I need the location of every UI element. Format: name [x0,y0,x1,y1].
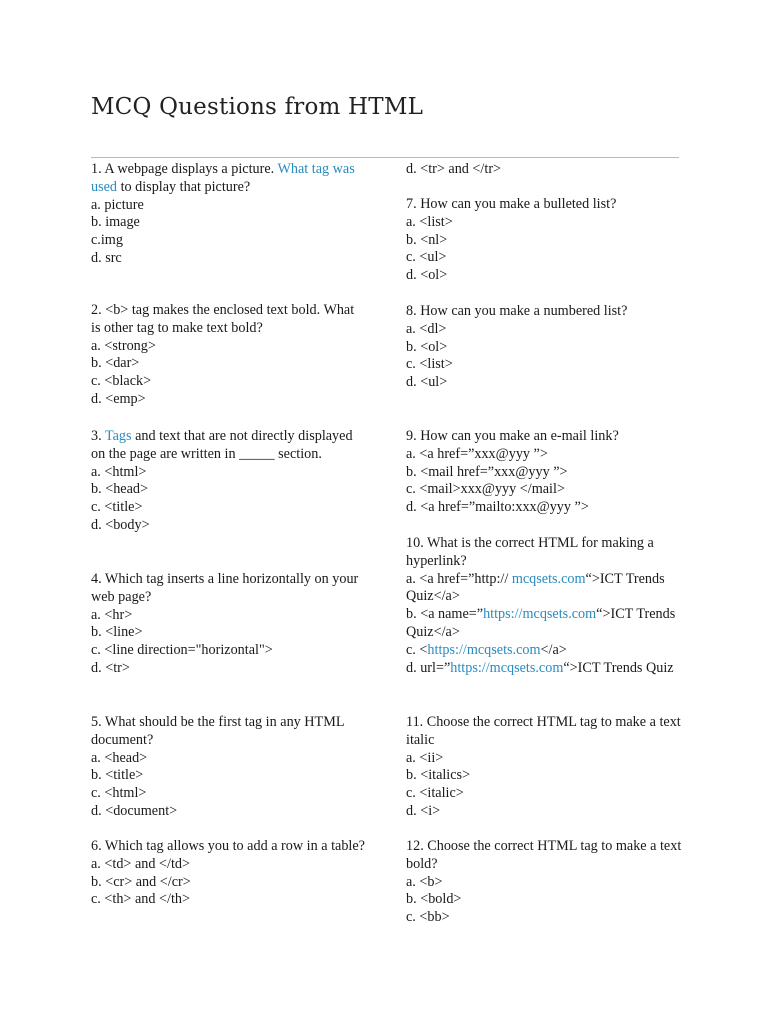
answer-option [406,339,688,357]
hyperlink[interactable]: https://mcqsets.com [450,659,564,676]
text-run: 4. Which tag inserts a line horizontally on your web page? [91,571,359,605]
text-run: a. <hr> [91,606,133,623]
answer-option [406,356,688,374]
text-run: b. <ol> [406,338,448,355]
text-run: b. <title> [91,767,144,784]
text-run: c. <title> [91,499,143,516]
answer-option [91,642,366,660]
hyperlink[interactable]: https://mcqsets.com [483,606,597,623]
hyperlink[interactable]: https://mcqsets.com [427,641,541,658]
text-run: 5. What should be the first tag in any HTML document? [91,714,344,748]
question-text [406,303,688,321]
question-text [91,571,366,607]
question-block [91,428,366,535]
answer-option [91,214,366,232]
question-block [406,161,688,179]
question-text [91,302,366,338]
text-run: d. <tr> [91,659,130,676]
answer-option [406,249,688,267]
answer-option [91,464,366,482]
answer-option [406,571,688,607]
text-run: c. <ul> [406,249,447,266]
text-run: a. <ii> [406,749,444,766]
answer-option [91,624,366,642]
question-block [406,428,688,517]
answer-option [406,499,688,517]
hyperlink[interactable]: What tag was used [91,161,355,195]
text-run: a. <a href=”http:// [406,570,512,587]
text-run: 10. What is the correct HTML for making a hyperlink? [406,535,654,569]
question-text [406,428,688,446]
answer-option [406,750,688,768]
question-block [91,714,366,821]
text-run: b. <line> [91,624,143,641]
answer-option [91,338,366,356]
text-run: 12. Choose the correct HTML tag to make a text bold? [406,838,682,872]
text-run: d. <ol> [406,267,448,284]
text-run: b. <head> [91,481,148,498]
answer-option [91,785,366,803]
answer-option [91,856,366,874]
text-run: d. <a href=”mailto:xxx@yyy ”> [406,499,589,516]
text-run: b. <bold> [406,891,462,908]
text-run: d. <ul> [406,374,448,391]
answer-option [406,321,688,339]
text-run: b. <italics> [406,767,471,784]
answer-option [406,767,688,785]
question-block [91,838,366,909]
answer-option [91,517,366,535]
text-run: a. <head> [91,749,148,766]
text-run: and text that are not directly displayed on the page are written in _____ section. [91,428,353,462]
question-block [91,571,366,678]
text-run: b. <a name=” [406,606,484,623]
text-run: 6. Which tag allows you to add a row in a table? [91,838,365,854]
answer-option [406,481,688,499]
answer-option [91,250,366,268]
answer-option [91,197,366,215]
title-divider [91,157,679,158]
text-run: d. url=” [406,659,451,676]
text-run: b. <mail href=”xxx@yyy ”> [406,463,568,480]
question-text [406,838,688,874]
answer-option [406,267,688,285]
answer-option [406,606,688,642]
text-run: 2. <b> tag makes the enclosed text bold. What is other tag to make text bold? [91,302,355,336]
answer-option [406,464,688,482]
text-run: b. <nl> [406,231,448,248]
answer-option [91,767,366,785]
text-run: </a> [540,641,567,658]
answer-option [91,373,366,391]
answer-option [406,874,688,892]
text-run: d. <i> [406,802,441,819]
text-run: 1. A webpage displays a picture. [91,161,278,177]
question-text [91,714,366,750]
answer-option [91,750,366,768]
answer-option [91,391,366,409]
answer-option [91,607,366,625]
text-run: c. <black> [91,373,152,390]
answer-option [91,803,366,821]
question-text [91,428,366,464]
text-run: d. <document> [91,802,178,819]
text-run: d. <body> [91,516,150,533]
answer-option [406,446,688,464]
answer-option [91,660,366,678]
text-run: 3. [91,428,105,444]
text-run: a. <a href=”xxx@yyy ”> [406,445,548,462]
text-run: a. picture [91,196,144,213]
text-run: b. <cr> and </cr> [91,873,191,890]
answer-option [406,891,688,909]
text-run: d. <tr> and </tr> [406,161,502,177]
text-run: c.img [91,232,123,249]
question-text [406,535,688,571]
answer-option [91,481,366,499]
text-run: c. <bb> [406,909,450,926]
question-text [91,161,366,197]
text-run: c. < [406,641,428,658]
question-block [406,838,688,927]
question-block [406,535,688,677]
text-run: b. <dar> [91,355,140,372]
hyperlink[interactable]: Tags [104,428,132,444]
question-block [406,196,688,285]
question-block [91,161,366,268]
answer-option [91,355,366,373]
text-run: a. <list> [406,213,453,230]
answer-option [406,374,688,392]
question-block [406,303,688,392]
answer-option [406,803,688,821]
text-run: 7. How can you make a bulleted list? [406,196,617,212]
answer-option [406,161,688,179]
text-run: “>ICT Trends Quiz</a> [406,570,665,605]
question-text [91,838,366,856]
text-run: a. <strong> [91,337,156,354]
text-run: c. <html> [91,785,147,802]
text-run: c. <th> and </th> [91,891,190,908]
answer-option [406,909,688,927]
answer-option [406,785,688,803]
text-run: c. <mail>xxx@yyy </mail> [406,481,565,498]
text-run: 8. How can you make a numbered list? [406,303,628,319]
text-run: c. <italic> [406,785,464,802]
answer-option [406,660,688,678]
text-run: “>ICT Trends Quiz [563,659,674,676]
question-block [91,302,366,409]
text-run: d. src [91,249,122,266]
text-run: a. <td> and </td> [91,855,190,872]
text-run: a. <dl> [406,320,447,337]
text-run: 9. How can you make an e-mail link? [406,428,619,444]
question-block [406,714,688,821]
answer-option [91,874,366,892]
hyperlink[interactable]: mcqsets.com [511,570,586,587]
text-run: a. <b> [406,873,443,890]
answer-option [406,232,688,250]
text-run: b. image [91,214,140,231]
answer-option [406,642,688,660]
text-run: to display that picture? [117,178,251,195]
answer-option [91,232,366,250]
question-text [406,196,688,214]
answer-option [91,891,366,909]
page-title: MCQ Questions from HTML [91,94,424,120]
text-run: d. <emp> [91,390,146,407]
text-run: “>ICT Trends Quiz</a> [406,606,676,640]
text-run: a. <html> [91,463,147,480]
answer-option [406,214,688,232]
text-run: c. <list> [406,356,453,373]
answer-option [91,499,366,517]
question-text [406,714,688,750]
text-run: c. <line direction="horizontal"> [91,642,273,659]
text-run: 11. Choose the correct HTML tag to make a text italic [406,714,681,748]
